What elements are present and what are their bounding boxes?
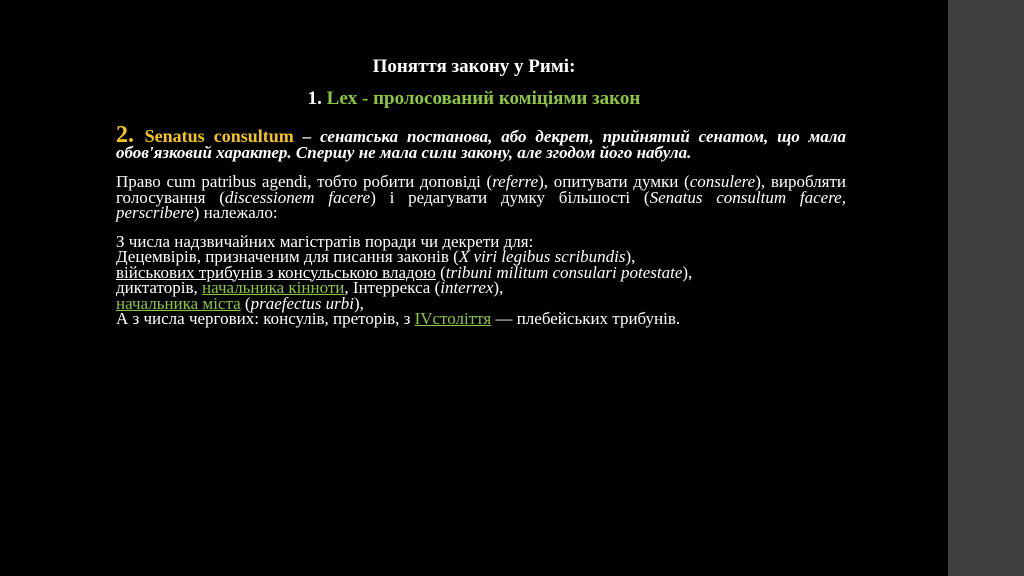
rights-term-consulere: consulere <box>689 172 756 191</box>
rights-text-2: ), опитувати думки ( <box>538 172 690 191</box>
slide-subtitle <box>0 88 948 110</box>
magistrates-line-6 <box>116 311 846 327</box>
dictators-text: диктаторів, <box>116 278 202 297</box>
plebeian-tribunes-text: — плебейських трибунів. <box>491 309 681 328</box>
fourth-century-link[interactable]: IVстоліття <box>414 309 492 328</box>
rights-term-discessionem: discessionem facere <box>224 187 371 207</box>
cavalry-master-link[interactable]: начальника кінноти <box>201 278 345 297</box>
rights-term-referre: referre <box>492 172 539 191</box>
rights-term-senatus: Senatus consultum facere, perscribere <box>116 187 846 222</box>
interrex-latin: interrex <box>440 278 494 297</box>
decemvirs-text: Децемвірів, призначеним для писання законів ( <box>116 247 459 266</box>
interrex-close: ), <box>493 278 504 297</box>
city-prefect-close: ), <box>353 293 364 313</box>
point-2-definition: – сенатська постанова, або декрет, прийнятий сенатом, що мала обов'язковий характер. Спершу не мала сили закону, але згодом його набула. <box>116 127 846 162</box>
city-prefect-open: ( <box>240 293 251 313</box>
interrex-text: , Інтеррекса ( <box>344 278 441 297</box>
military-tribunes-open: ( <box>435 262 446 282</box>
rights-paragraph <box>116 174 846 221</box>
subtitle-text: Lex - пролосований коміціями закон <box>326 88 641 109</box>
magistrates-line-1: З числа надзвичайних магістратів поради чи декрети для: <box>116 231 534 251</box>
slide-content <box>116 122 847 328</box>
right-gray-panel <box>948 0 1024 576</box>
military-tribunes-close: ), <box>682 262 693 282</box>
point-2-number: 2. <box>116 122 145 148</box>
decemvirs-close: ), <box>625 247 636 266</box>
military-tribunes-latin: tribuni militum consulari potestate <box>445 262 683 282</box>
rights-text-1: Право cum patribus agendi, тобто робити доповіді ( <box>116 172 493 191</box>
subtitle-number: 1. <box>307 88 327 109</box>
city-prefect-link[interactable]: начальника міста <box>116 293 241 313</box>
rights-text-5: ) належало: <box>193 203 278 222</box>
slide-title: Поняття закону у Римі: <box>372 56 576 77</box>
point-2-paragraph <box>116 122 846 162</box>
military-tribunes-link[interactable]: військових трибунів з консульською владою <box>116 262 436 282</box>
rights-text-3: ), виробляти голосування ( <box>116 172 847 207</box>
city-prefect-latin: praefectus urbi <box>250 293 354 313</box>
decemvirs-latin: X viri legibus scribundis <box>458 247 626 266</box>
ordinary-magistrates-text: А з числа чергових: консулів, преторів, з <box>116 309 415 328</box>
rights-text-4: ) і редагувати думку більшості ( <box>370 187 650 207</box>
magistrates-list <box>116 231 846 328</box>
point-2-term: Senatus consultum <box>144 126 294 146</box>
